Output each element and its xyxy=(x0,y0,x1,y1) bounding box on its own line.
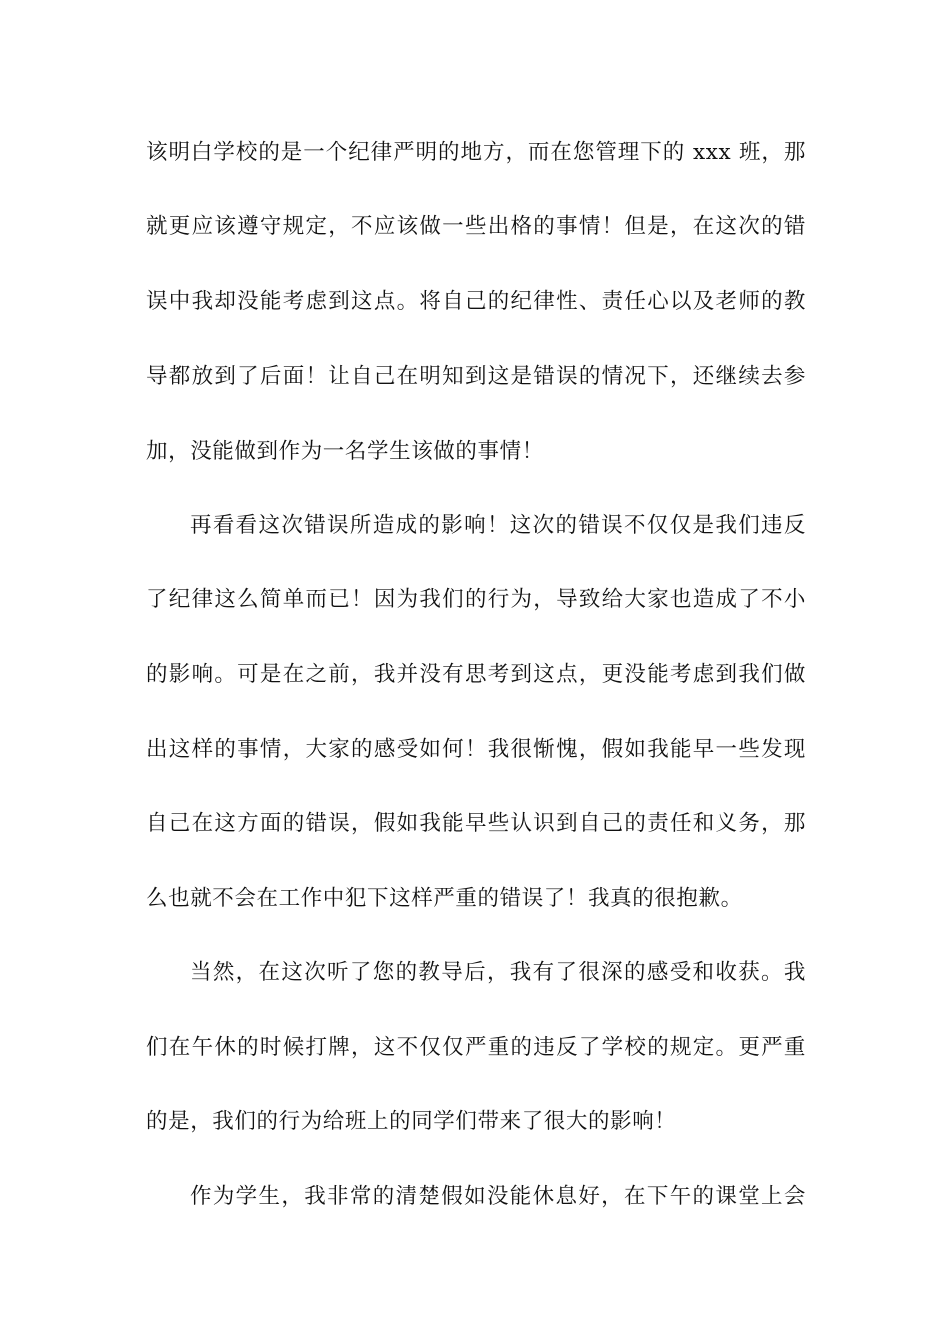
text-line-3: 误中我却没能考虑到这点。将自己的纪律性、责任心以及老师的教 xyxy=(146,289,806,314)
text-line-1: 该明白学校的是一个纪律严明的地方，而在您管理下的 xxx 班，那 xyxy=(146,140,806,165)
text-line-5: 加，没能做到作为一名学生该做的事情！ xyxy=(146,439,544,464)
text-line-4: 导都放到了后面！让自己在明知到这是错误的情况下，还继续去参 xyxy=(146,364,806,389)
text-line-8: 的影响。可是在之前，我并没有思考到这点，更没能考虑到我们做 xyxy=(146,662,806,687)
text-line-9: 出这样的事情，大家的感受如何！我很惭愧，假如我能早一些发现 xyxy=(146,737,806,762)
text-line-11: 么也就不会在工作中犯下这样严重的错误了！我真的很抱歉。 xyxy=(146,886,743,911)
text-line-10: 自己在这方面的错误，假如我能早些认识到自己的责任和义务，那 xyxy=(146,811,806,836)
text-line-13: 们在午休的时候打牌，这不仅仅严重的违反了学校的规定。更严重 xyxy=(146,1035,806,1060)
text-line-12: 当然，在这次听了您的教导后，我有了很深的感受和收获。我 xyxy=(190,960,806,985)
text-line-15: 作为学生，我非常的清楚假如没能休息好，在下午的课堂上会 xyxy=(190,1184,806,1209)
text-line-14: 的是，我们的行为给班上的同学们带来了很大的影响！ xyxy=(146,1109,677,1134)
text-line-7: 了纪律这么简单而已！因为我们的行为，导致给大家也造成了不小 xyxy=(146,587,806,612)
text-line-6: 再看看这次错误所造成的影响！这次的错误不仅仅是我们违反 xyxy=(190,513,806,538)
text-line-2: 就更应该遵守规定，不应该做一些出格的事情！但是，在这次的错 xyxy=(146,214,806,239)
